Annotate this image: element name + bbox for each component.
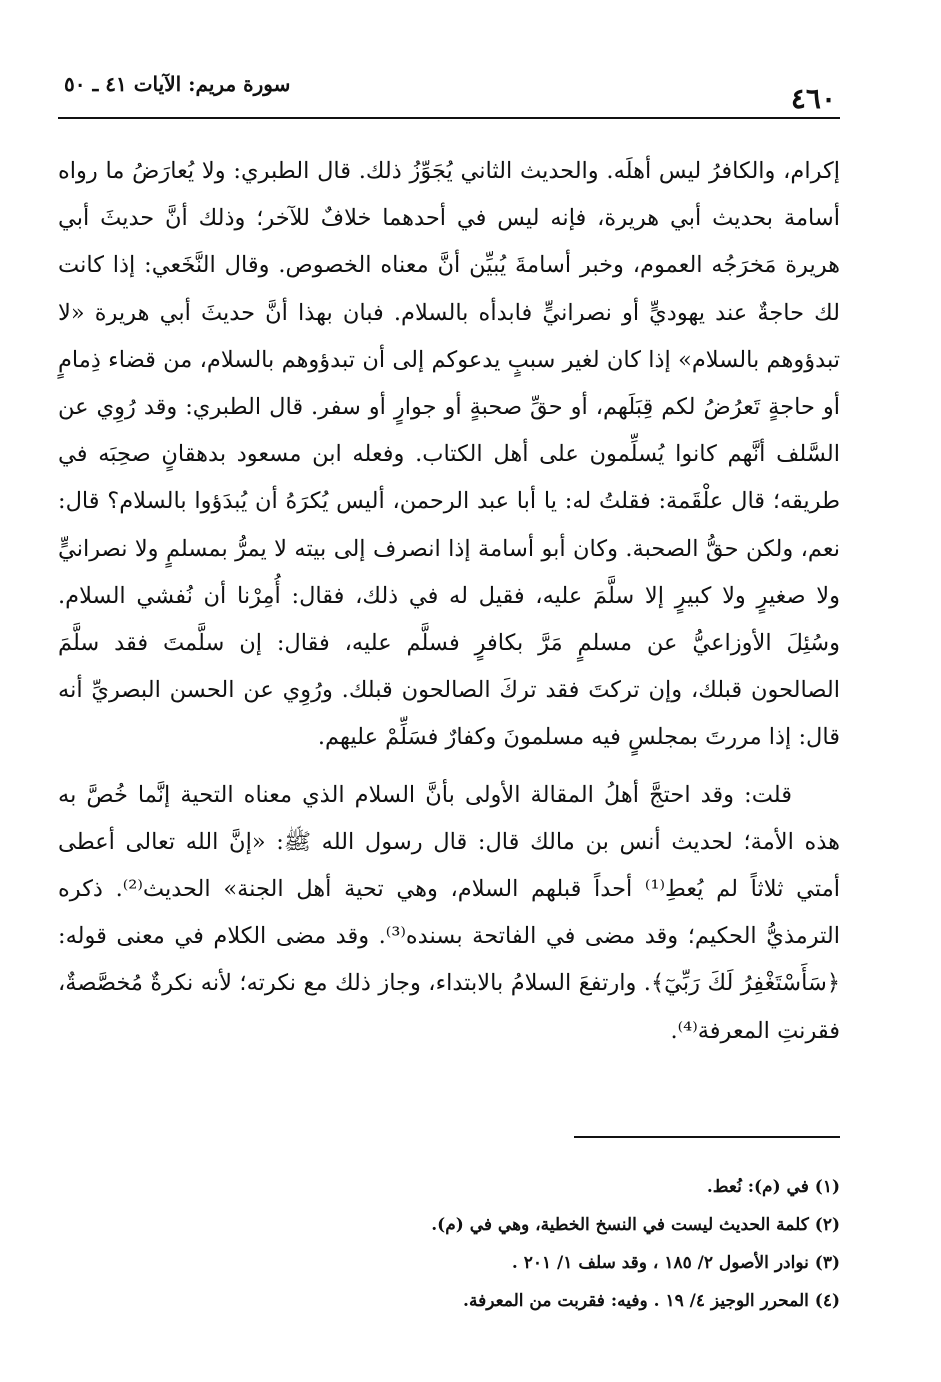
footnote: (٢) كلمة الحديث ليست في النسخ الخطية، وهي في (م). [431, 1215, 840, 1235]
header-rule [58, 117, 840, 119]
footnotes [58, 1168, 840, 1320]
paragraph: إكرام، والكافرُ ليس أهلَه. والحديث الثاني يُجَوِّزُ ذلك. قال الطبري: ولا يُعارَضُ ما رواه أسامة بحديث أبي هريرة، فإنه ليس في أحدهما خلافٌ للآخر؛ وذلك أنَّ حديثَ أبي هريرة مَخرَجُه العموم، وخبر أسامةَ يُبيِّن أنَّ معناه الخصوص. وقال النَّخَعي: إذا كانت لك حاجةٌ عند يهوديٍّ أو نصرانيٍّ فابدأه بالسلام. فبان بهذا أنَّ حديثَ أبي هريرة «لا تبدؤوهم بالسلام» إذا كان لغير سببٍ يدعوكم إلى أن تبدؤوهم بالسلام، من قضاء ذِمامٍ أو حاجةٍ تَعرُضُ لكم قِبَلَهم، أو حقِّ صحبةٍ أو جوارٍ أو سفر. قال الطبري: وقد رُوِي عن السَّلف أنَّهم كانوا يُسلِّمون على أهل الكتاب. وفعله ابن مسعود بدهقانٍ صحِبَه في طريقه؛ قال علْقَمة: فقلتُ له: يا أبا عبد الرحمن، أليس يُكرَهُ أن يُبدَؤوا بالسلام؟ قال: نعم، ولكن حقُّ الصحبة. وكان أبو أسامة إذا انصرف إلى بيته لا يمرُّ بمسلمٍ ولا نصرانيٍّ ولا صغيرٍ ولا كبيرٍ إلا سلَّمَ عليه، فقيل له في ذلك، فقال: أُمِرْنا أن نُفشي السلام. وسُئِلَ الأوزاعيُّ عن مسلمٍ مَرَّ بكافرٍ فسلَّم عليه، فقال: إن سلَّمتَ فقد سلَّمَ الصالحون قبلك، وإن تركتَ فقد تركَ الصالحون قبلك. ورُوِي عن الحسن البصريِّ أنه قال: إذا مررتَ بمجلسٍ فيه مسلمونَ وكفارٌ فسَلِّمْ عليهم. [58, 158, 840, 751]
book-page [58, 0, 840, 1382]
running-title: سورة مريم: الآيات ٤١ ـ ٥٠ [64, 72, 291, 96]
footnote: (١) في (م): نُعط. [706, 1177, 840, 1197]
page-header [58, 70, 840, 115]
paragraph: قلت: وقد احتجَّ أهلُ المقالة الأولى بأنَّ السلام الذي معناه التحية إنَّما خُصَّ به هذه الأمة؛ لحديث أنس بن مالك قال: قال رسول الله ﷺ: «إنَّ الله تعالى أعطى أمتي ثلاثاً لم يُعطِ⁽¹⁾ أحداً قبلهم السلام، وهي تحية أهل الجنة» الحديث⁽²⁾. ذكره الترمذيُّ الحكيم؛ وقد مضى في الفاتحة بسنده⁽³⁾. وقد مضى الكلام في معنى قوله: ﴿سَأَسْتَغْفِرُ لَكَ رَبِّيٓ﴾. وارتفعَ السلامُ بالابتداء، وجاز ذلك مع نكرته؛ لأنه نكرةٌ مُخصَّصةٌ، فقرنتِ المعرفة⁽⁴⁾. [58, 781, 841, 1044]
footnote: (٣) نوادر الأصول ٢/ ١٨٥ ، وقد سلف ١/ ٢٠١ . [511, 1253, 840, 1273]
footnote: (٤) المحرر الوجيز ٤/ ١٩ . وفيه: فقربت من المعرفة. [463, 1291, 840, 1311]
page-number: ٤٦٠ [790, 82, 836, 115]
footnote-rule [574, 1136, 840, 1138]
main-text [58, 148, 840, 1055]
